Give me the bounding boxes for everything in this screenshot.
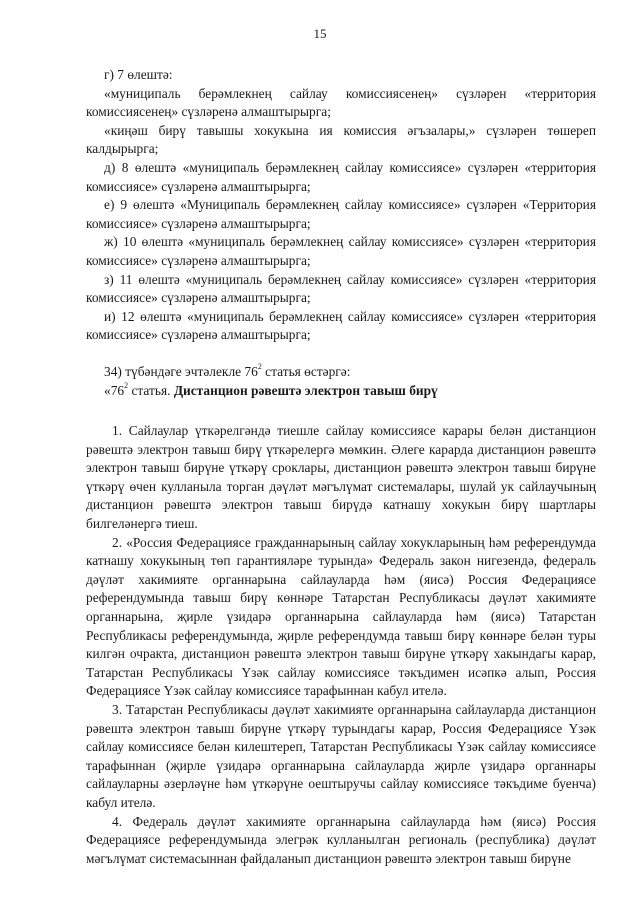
amendment-intro: 34) түбәндәге эчтәлекле $76^2$ статья өстәргә:: [104, 362, 351, 379]
article-heading: «$76^2$ статья. Дистанцион рәвештә электрон тавыш бирү: [104, 381, 438, 398]
item-zh: ж) 10 өлештә «муниципаль берәмлекнең сайлау комиссиясе» сүзләрен «территория комиссиясе» сүзләренә алмаштырырга;: [86, 234, 596, 268]
item-d: д) 8 өлештә «муниципаль берәмлекнең сайлау комиссиясе» сүзләрен «территория комиссиясе» сүзләренә алмаштырырга;: [86, 159, 596, 194]
article-title: Дистанцион рәвештә электрон тавыш бирү: [173, 382, 438, 398]
paragraph-1: 1. Сайлаулар үткәрелгәндә тиешле сайлау комиссиясе карары белән дистанцион рәвештә электрон тавыш бирү үткәрелергә мөмкин. Әлеге карарда дистанцион рәвештә электрон тавыш бирүне үткәрү сроклары, дистанцион рәвештә электрон тавыш бирүне үткәрү өчен кулланыла торган дәүләт мәгълүмат системалары, шулай ук сайлаучының дистанцион рәвештә электрон тавыш бирүдә катнашу хокукын бирү шартлары билгеләнергә тиеш.: [86, 423, 596, 532]
item-e: е) 9 өлештә «Муниципаль берәмлекнең сайлау комиссиясе» сүзләрен «Территория комиссиясе» сүзләренә алмаштырырга;: [86, 197, 596, 231]
item-z: з) 11 өлештә «муниципаль берәмлекнең сайлау комиссиясе» сүзләрен «территория комиссиясе» сүзләренә алмаштырырга;: [86, 271, 596, 306]
item-g-clause-2: «киңәш бирү тавышы хокукына ия комиссия әгъзалары,» сүзләрен төшереп калдырырга;: [86, 122, 596, 157]
paragraph-4: 4. Федераль дәүләт хакимияте органнарына сайлауларда һәм (яисә) Россия Федерациясе референдумында элегрәк кулланылган региональ (республика) дәүләт мәгълүмат системасыннан файдаланып дистанцион рәвештә электрон тавыш бирүне: [86, 813, 596, 866]
paragraph-3: 3. Татарстан Республикасы дәүләт хакимияте органнарына сайлауларда дистанцион рәвештә электрон тавыш бирүне үткәрү турындагы карар, Россия Федерациясе Үзәк сайлау комиссиясе белән килештереп, Татарстан Республикасы Үзәк сайлау комиссиясе тарафыннан (җирле үзидарә органнарына сайлауларда җирле үзидарә органнары сайлауларны әзерләүне һәм үткәрүне оештыручы сайлау комиссиясе тәкъдиме буенча) кабул ителә.: [86, 702, 596, 810]
item-i: и) 12 өлештә «муниципаль берәмлекнең сайлау комиссиясе» сүзләрен «территория комиссиясе» сүзләренә алмаштырырга;: [86, 308, 596, 343]
item-g-clause-1: «муниципаль берәмлекнең сайлау комиссиясенең» сүзләрен «территория комиссиясенең» сүзләренә алмаштырырга;: [86, 85, 596, 120]
item-g-heading: г) 7 өлештә:: [104, 67, 173, 82]
document-body: [86, 66, 596, 868]
page-number: 15: [313, 26, 327, 41]
paragraph-2: 2. «Россия Федерациясе гражданнарының сайлау хокукларының һәм референдумда катнашу хокукының төп гарантияләре турында» Федераль закон нигезендә, федераль дәүләт хакимияте органнарына сайлауларда һәм (яисә) Россия Федерациясе референдумында тавыш бирү көннәре Татарстан Республикасы дәүләт хакимияте органнарына, җирле үзидарә органнарына сайлауларда һәм (яисә) Татарстан Республикасы референдумында, җирле референдумда тавыш бирү көннәре белән туры килгән очракта, дистанцион рәвештә электрон тавыш бирүне үткәрү хакындагы карар, Татарстан Республикасы Үзәк сайлау комиссиясе тәкъдимен исәпкә алып, Россия Федерациясе Үзәк сайлау комиссиясе тарафыннан кабул ителә.: [86, 534, 596, 699]
